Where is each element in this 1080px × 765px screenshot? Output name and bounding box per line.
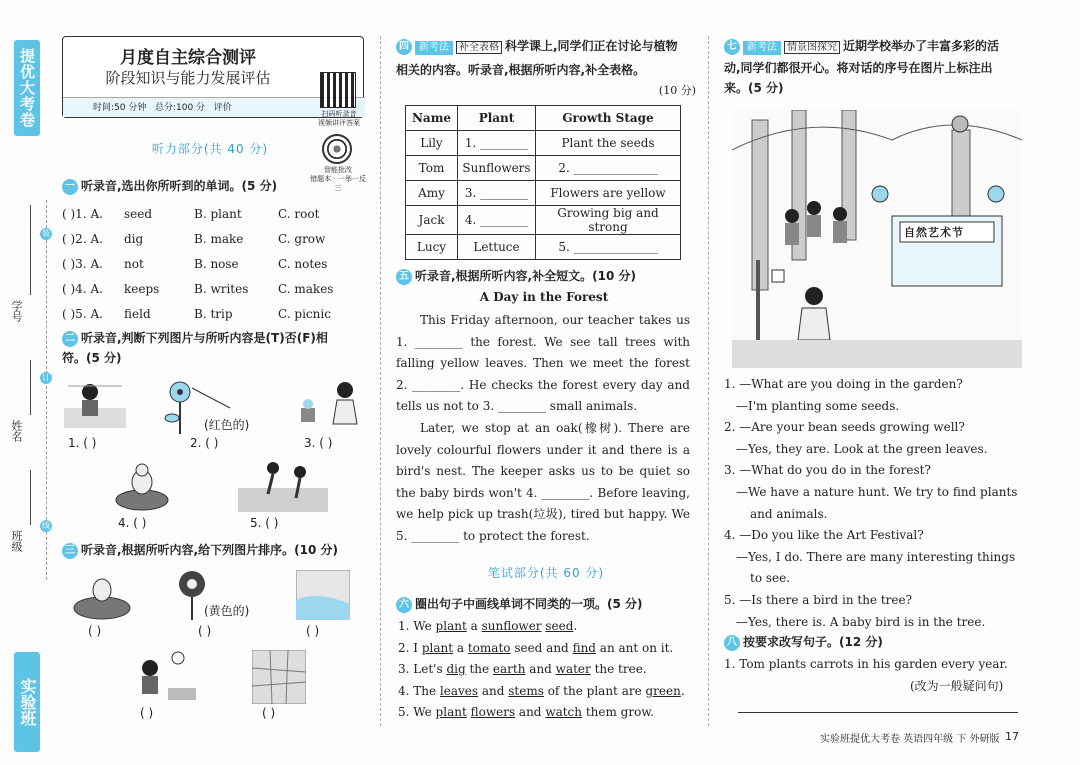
q2-title-text: 听录音,判断下列图片与所听内容是(T)否(F)相 [81,331,328,345]
story-paragraph-1: This Friday afternoon, our teacher takes us 1. ________ the forest. We see tall trees with falling yellow leaves. Then we meet the forest 2. ________. He checks the forest every day and tells us not to 3. ________ small animals. [396,313,690,414]
q7-title-text: 近期学校举办了丰富多彩的活 [843,39,1000,53]
exam-subtitle: 阶段知识与能力发展评估 [105,69,271,87]
binding-mark-3: 线 [42,521,50,530]
dialog-answer: —I'm planting some seeds. [736,398,900,413]
underlined-word[interactable]: find [572,640,596,655]
choice-number[interactable]: ( )4. A. [62,282,103,296]
underlined-word[interactable]: plant [435,705,467,720]
q3-caption-1[interactable]: ( ) [88,624,102,638]
q7-tag2: 情景图探究 [784,41,840,54]
option-c: C. makes [278,282,334,296]
q3-caption-2[interactable]: ( ) [198,624,212,638]
q7-title-2: 动,同学们都很开心。将对话的序号在图片上标注出 [724,61,993,75]
smart-grading-icon [322,134,352,164]
underlined-word[interactable]: plant [435,619,467,633]
girl-planting-picture [60,378,130,434]
q8-answer-line[interactable] [738,712,1018,713]
q6-title-text: 圈出句子中画线单词不同类的一项。(5 分) [415,597,643,611]
dialog-question: 4. —Do you like the Art Festival? [724,528,924,543]
girl-watering-picture [295,378,365,434]
underlined-word[interactable]: seed [545,619,574,633]
table-cell[interactable]: 3. ________ [458,181,536,206]
q7-dialogs [724,374,1024,633]
q4-title [396,36,696,58]
sentence-text: and [525,662,556,677]
exam-title: 月度自主综合测评 [120,48,256,68]
q7-number: 七 [724,39,740,55]
underlined-word[interactable]: sunflower [481,619,542,633]
underlined-word[interactable]: plant [421,640,454,655]
festival-scene-illustration [732,110,1022,368]
table-cell: Lettuce [458,235,536,260]
question-4 [396,36,696,98]
exam-header [62,36,364,118]
sentence-text: of the plant are [543,683,646,698]
table-cell: Lily [406,131,458,156]
dialog-question: 5. —Is there a bird in the tree? [724,592,913,607]
sentence-text: a [466,619,482,633]
dialog-answer: —Yes, they are. Look at the green leaves. [736,441,988,456]
sentence-text: 4. The [398,683,440,698]
choice-number[interactable]: ( )2. A. [62,232,103,246]
option-c: C. notes [278,257,328,271]
q2-color-note: (红色的) [204,418,250,432]
binding-margin [0,0,58,765]
question-1 [62,176,362,327]
col-header-stage: Growth Stage [536,106,681,131]
binding-mark-2: 订 [42,373,50,382]
sentence-text: seed and [510,640,573,655]
q2-caption-3[interactable]: 3. ( ) [304,436,333,450]
q3-number: 三 [62,543,78,559]
choice-number[interactable]: ( )3. A. [62,257,103,271]
choice-row [62,302,362,327]
q1-number: 一 [62,179,78,195]
option-b: B. trip [194,307,233,321]
writing-heading: 笔试部分(共 60 分) [487,566,605,580]
table-body [406,131,681,260]
sentence-text: the tree. [590,662,647,677]
q5-title-text: 听录音,根据所听内容,补全短文。(10 分) [415,269,636,283]
class-field[interactable] [30,470,31,525]
q3-color-note: (黄色的) [204,604,250,618]
q4-title-text: 科学课上,同学们正在讨论与植物 [505,39,678,53]
sentence-text: a [453,640,468,655]
name-field[interactable] [30,360,31,415]
table-cell[interactable]: 1. ________ [458,131,536,156]
question-2 [62,328,362,368]
q4-title-2: 相关的内容。听录音,根据所听内容,补全表格。 [396,63,646,77]
choice-row [62,202,362,227]
q2-title-2: 符。(5 分) [62,351,122,365]
q6-title [396,594,696,614]
q6-sentence [398,659,698,681]
table-cell: Amy [406,181,458,206]
option-c: C. root [278,207,320,221]
sentence-text: and [515,705,546,720]
table-cell: Flowers are yellow [536,181,681,206]
q1-items [62,202,362,327]
q2-caption-2[interactable]: 2. ( ) [190,436,219,450]
q7-title [724,36,1024,58]
eval-label: 评价 [213,103,232,113]
table-cell: Jack [406,206,458,235]
sentence-text: . [680,683,685,698]
sentence-text: the [465,662,493,677]
listening-heading: 听力部分(共 40 分) [151,142,269,156]
table-cell: Lucy [406,235,458,260]
underlined-word[interactable]: leaves [439,683,479,698]
festival-banner: 自然艺术节 [904,226,964,239]
dialog-answer: —Yes, there is. A baby bird is in the tree. [736,614,986,629]
choice-row [62,227,362,252]
story-title: A Day in the Forest [479,290,609,304]
option-a: keeps [124,282,160,296]
col-header-plant: Plant [458,106,536,131]
binding-mark-1: 装 [42,229,50,238]
option-a: seed [124,207,153,221]
table-cell[interactable]: 5. ______________ [536,235,681,260]
table-cell[interactable]: 2. ______________ [536,156,681,181]
column-divider-2 [708,36,709,726]
q5-title [396,266,696,286]
q7-tag: 新考法 [743,41,781,55]
option-c: C. picnic [278,307,331,321]
option-b: B. writes [194,282,249,296]
option-b: B. make [194,232,244,246]
dialog-answer-cont: to see. [750,571,791,586]
dialog-answer: —Yes, I do. There are many interesting things [736,549,1016,564]
q6-sentence [398,616,698,638]
table-cell: Plant the seeds [536,131,681,156]
dialog-question: 2. —Are your bean seeds growing well? [724,420,965,435]
choice-row [62,277,362,302]
q8-item-1: 1. Tom plants carrots in his garden every year. [724,657,1008,671]
option-a: dig [124,232,144,246]
q8-number: 八 [724,635,740,651]
q3-caption-3[interactable]: ( ) [306,624,320,638]
q4-tag: 新考法 [415,41,453,55]
class-label: 班级 [10,530,23,552]
q6-sentence [398,681,698,703]
sentence-text: 2. I [398,640,422,655]
dialog-answer: —We have a nature hunt. We try to find plants [736,484,1018,499]
q1-title [62,176,362,196]
table-cell[interactable]: 4. ________ [458,206,536,235]
q6-sentence [398,702,698,724]
q6-number: 六 [396,597,412,613]
sentence-text: an ant on it. [595,640,674,655]
table-header-row [406,106,681,131]
option-a: field [124,307,151,321]
bird-nest-picture [112,458,172,514]
sentence-text: 3. Let's [398,662,447,677]
cracked-soil-picture [252,650,306,704]
q3-title-text: 听录音,根据所听内容,给下列图片排序。(10 分) [81,543,338,557]
dialog-question: 1. —What are you doing in the garden? [724,377,963,391]
footer-text: 实验班提优大考卷 英语四年级 下 外研版 [820,734,1000,745]
dialog-question: 3. —What do you do in the forest? [724,463,931,478]
q6-items [398,616,698,724]
qr-code-icon[interactable] [320,72,356,108]
q8-hint-1: (改为一般疑问句) [910,679,1004,693]
q3-caption-4[interactable]: ( ) [140,706,154,720]
table-row [406,206,681,235]
sentence-text: . [573,619,578,633]
seal-caption: 智能批改 错题本 · 一举一反三 [310,166,366,192]
table-cell: Tom [406,156,458,181]
col-header-name: Name [406,106,458,131]
underlined-word[interactable]: earth [492,662,526,677]
underlined-word[interactable]: tomato [467,640,511,655]
time-label: 时间:50 分钟 [93,103,147,113]
underlined-word[interactable]: water [555,662,591,677]
table-cell: Growing big and strong [536,206,681,235]
q3-caption-5[interactable]: ( ) [262,706,276,720]
q4-tag2: 补全表格 [456,41,502,54]
sentence-text: 1. We [398,619,436,633]
q2-caption-4[interactable]: 4. ( ) [118,516,147,530]
nest-picture [72,568,132,622]
q2-title [62,328,362,348]
q3-title [62,540,362,560]
q1-title-text: 听录音,选出你所听到的单词。(5 分) [81,179,278,193]
id-field[interactable] [30,205,31,295]
table-row [406,131,681,156]
q4-points: (10 分) [658,84,696,97]
q8-title-text: 按要求改写句子。(12 分) [743,635,883,649]
table-row [406,181,681,206]
q8-title [724,632,1024,652]
choice-number[interactable]: ( )1. A. [62,207,103,221]
q2-number: 二 [62,331,78,347]
column-divider-1 [380,36,381,726]
q2-caption-1[interactable]: 1. ( ) [68,436,97,450]
underlined-word[interactable]: watch [545,705,583,720]
q7-title-3: 来。(5 分) [724,81,784,95]
q4-number: 四 [396,39,412,55]
dialog-answer-cont: and animals. [750,506,828,521]
qr-caption: 扫码听录音 视频讲评答案 [318,110,360,127]
sentence-text: and [478,683,509,698]
choice-row [62,252,362,277]
q6-sentence [398,638,698,660]
sentence-text: them grow. [582,705,654,720]
page-number: 17 [1005,730,1019,743]
table-cell: Sunflowers [458,156,536,181]
name-label: 姓名 [10,420,23,442]
story-paragraph-2: Later, we stop at an oak(橡树). There are lovely colourful flowers under it and there is a bird's nest. The keeper asks us to be quiet so the baby birds won't 4. ________. Before leaving, we help pick up trash(垃圾), tired but happy. We 5. ________ to protect the forest. [396,421,690,543]
choice-number[interactable]: ( )5. A. [62,307,103,321]
stream-picture [296,570,350,620]
q5-number: 五 [396,269,412,285]
option-c: C. grow [278,232,326,246]
q2-caption-5[interactable]: 5. ( ) [250,516,279,530]
brand-logo-top: 提优大考卷 [14,40,40,136]
question-7 [724,36,1024,98]
option-b: B. nose [194,257,239,271]
underlined-word[interactable]: dig [446,662,466,677]
id-label: 学号 [10,300,23,322]
sentence-text: 5. We [398,705,436,720]
children-running-picture [238,458,328,514]
boy-planting-picture [128,650,198,704]
table-row [406,235,681,260]
option-a: not [124,257,144,271]
score-label: 总分:100 分 [154,103,206,113]
brand-logo-bottom: 实验班 [14,652,40,752]
underlined-word[interactable]: green [645,683,681,698]
growth-table [405,105,681,260]
table-row [406,156,681,181]
underlined-word[interactable]: flowers [470,705,516,720]
underlined-word[interactable]: stems [508,683,544,698]
option-b: B. plant [194,207,242,221]
